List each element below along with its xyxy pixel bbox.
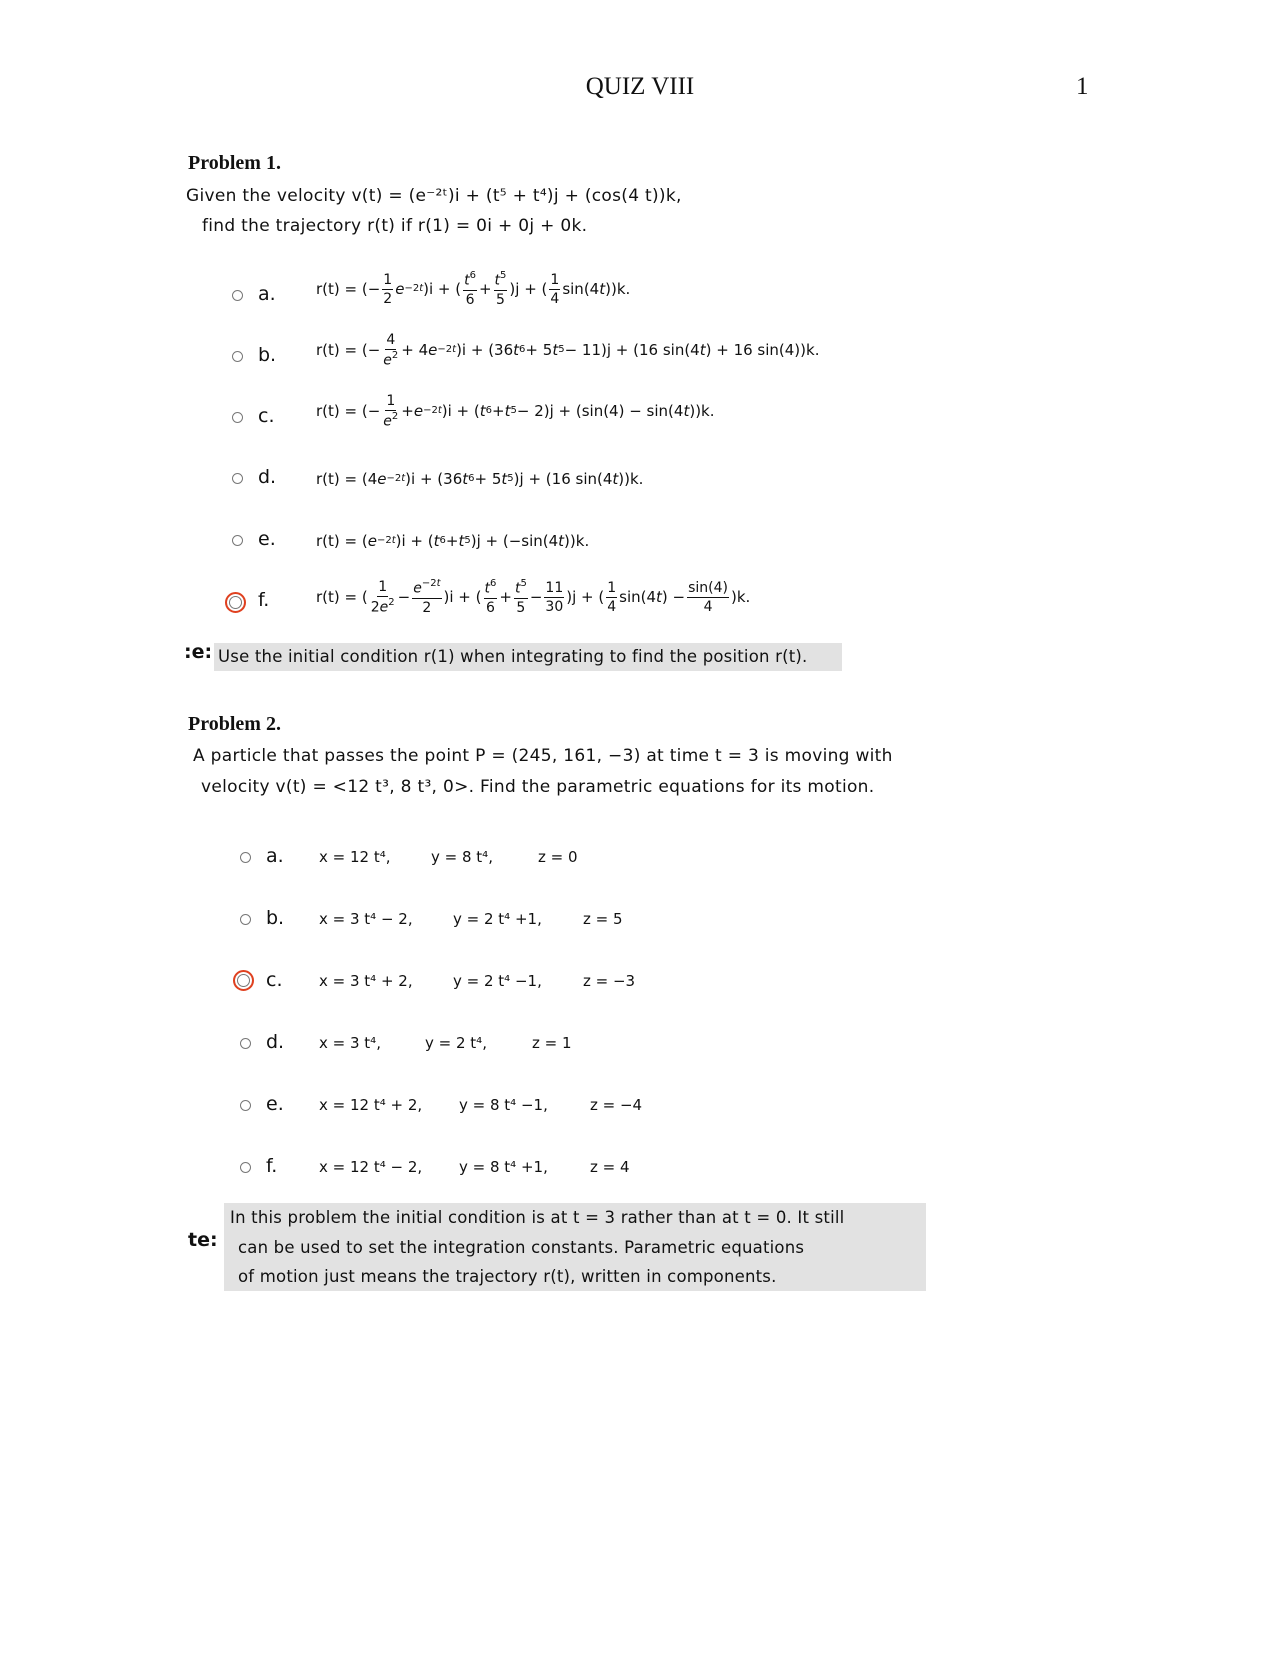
p2-option-f-radio[interactable] xyxy=(240,1162,251,1173)
p2-option-f-z: z = 4 xyxy=(590,1158,630,1176)
p1-option-d-formula: r(t) = (4 e $^{-2t}$ )i + (36 t $^6$ + 5 t $^5$ )j + (16 sin(4 t ))k. xyxy=(316,470,644,488)
p2-option-a-radio[interactable] xyxy=(240,852,251,863)
p2-note-line-3: of motion just means the trajectory r(t), written in components. xyxy=(238,1267,777,1286)
p2-option-e-letter: e. xyxy=(266,1093,284,1115)
p2-note-line-1: In this problem the initial condition is at t = 3 rather than at t = 0. It still xyxy=(230,1208,845,1227)
p1-option-d-letter: d. xyxy=(258,466,277,488)
problem-2-title: Problem 2. xyxy=(188,713,281,735)
p2-option-b-radio[interactable] xyxy=(240,914,251,925)
p2-option-f-y: y = 8 t⁴ +1, xyxy=(459,1158,548,1176)
p1-option-b-formula: r(t) = (− $\frac{4}{e^2}$ + 4 e $^{-2t}$ )i + (36 t $^6$ + 5 t $^5$ − 11)j + (16 sin(4 t ) + 16 sin(4))k. xyxy=(316,332,820,369)
problem-1-question-line-2: find the trajectory r(t) if r(1) = 0i + 0j + 0k. xyxy=(202,216,588,236)
p1-option-a-letter: a. xyxy=(258,283,276,305)
page-number: 1 xyxy=(1076,73,1089,100)
p2-option-d-z: z = 1 xyxy=(532,1034,572,1052)
p1-option-f-formula: r(t) = ( $\frac{1}{2e^2}$ − $\frac{e^{-2t}}{2}$ )i + ( $\frac{t^6}{6}$ + $\frac{t^5}{5}$ − $\frac{11}{30}$ )j + ( $\frac{1}{4}$ sin(4 t ) − $\frac{\sin(4)}{4}$ )k. xyxy=(316,578,751,616)
p1-option-a-radio[interactable] xyxy=(232,290,243,301)
p1-option-c-radio[interactable] xyxy=(232,412,243,423)
p2-option-c-radio-selected[interactable] xyxy=(233,970,254,991)
p1-option-a-formula: r(t) = (− $\frac{1}{2}$ e $^{-2t}$ )i + ( $\frac{t^6}{6}$ + $\frac{t^5}{5}$ )j + ( $\frac{1}{4}$ sin(4 t ))k. xyxy=(316,270,631,308)
p1-option-b-letter: b. xyxy=(258,344,277,366)
p2-option-a-letter: a. xyxy=(266,845,284,867)
p2-option-d-x: x = 3 t⁴, xyxy=(319,1034,381,1052)
problem-1-question-line-1: Given the velocity v(t) = (e⁻²ᵗ)i + (t⁵ + t⁴)j + (cos(4 t))k, xyxy=(186,186,682,206)
p2-option-c-y: y = 2 t⁴ −1, xyxy=(453,972,542,990)
p1-option-c-formula: r(t) = (− $\frac{1}{e^2}$ + e $^{-2t}$ )i + ( t $^6$ + t $^5$ − 2)j + (sin(4) − sin(4 t ))k. xyxy=(316,393,715,430)
p1-note-text: Use the initial condition r(1) when integrating to find the position r(t). xyxy=(214,643,842,671)
p2-option-b-x: x = 3 t⁴ − 2, xyxy=(319,910,413,928)
p2-option-a-y: y = 8 t⁴, xyxy=(431,848,493,866)
p1-note-label: :e: xyxy=(184,641,213,663)
p1-option-e-formula: r(t) = ( e $^{-2t}$ )i + ( t $^6$ + t $^5$ )j + (−sin(4 t ))k. xyxy=(316,532,590,550)
p2-option-f-x: x = 12 t⁴ − 2, xyxy=(319,1158,423,1176)
p2-option-e-x: x = 12 t⁴ + 2, xyxy=(319,1096,423,1114)
p1-option-d-radio[interactable] xyxy=(232,473,243,484)
p2-option-d-radio[interactable] xyxy=(240,1038,251,1049)
p2-option-e-y: y = 8 t⁴ −1, xyxy=(459,1096,548,1114)
p1-option-f-radio-selected[interactable] xyxy=(225,592,246,613)
p1-option-e-radio[interactable] xyxy=(232,535,243,546)
p2-option-a-z: z = 0 xyxy=(538,848,578,866)
p2-option-b-letter: b. xyxy=(266,907,285,929)
problem-2-question-line-1: A particle that passes the point P = (245, 161, −3) at time t = 3 is moving with xyxy=(193,746,893,766)
p2-option-b-z: z = 5 xyxy=(583,910,623,928)
p2-note-line-2: can be used to set the integration constants. Parametric equations xyxy=(238,1238,805,1257)
p2-option-c-z: z = −3 xyxy=(583,972,636,990)
p2-option-e-radio[interactable] xyxy=(240,1100,251,1111)
p1-option-b-radio[interactable] xyxy=(232,351,243,362)
p1-option-e-letter: e. xyxy=(258,528,276,550)
p1-option-f-letter: f. xyxy=(258,589,270,611)
p2-option-d-y: y = 2 t⁴, xyxy=(425,1034,487,1052)
p2-note-label: te: xyxy=(188,1229,218,1251)
problem-2-question-line-2: velocity v(t) = <12 t³, 8 t³, 0>. Find the parametric equations for its motion. xyxy=(201,777,875,797)
p2-option-f-letter: f. xyxy=(266,1155,278,1177)
p1-option-c-letter: c. xyxy=(258,405,275,427)
p2-option-a-x: x = 12 t⁴, xyxy=(319,848,391,866)
p2-option-c-letter: c. xyxy=(266,969,283,991)
p2-option-c-x: x = 3 t⁴ + 2, xyxy=(319,972,413,990)
p2-note-box xyxy=(224,1203,926,1291)
p2-option-e-z: z = −4 xyxy=(590,1096,643,1114)
page-title: QUIZ VIII xyxy=(585,73,695,100)
p2-option-d-letter: d. xyxy=(266,1031,285,1053)
p2-option-b-y: y = 2 t⁴ +1, xyxy=(453,910,542,928)
problem-1-title: Problem 1. xyxy=(188,152,281,174)
